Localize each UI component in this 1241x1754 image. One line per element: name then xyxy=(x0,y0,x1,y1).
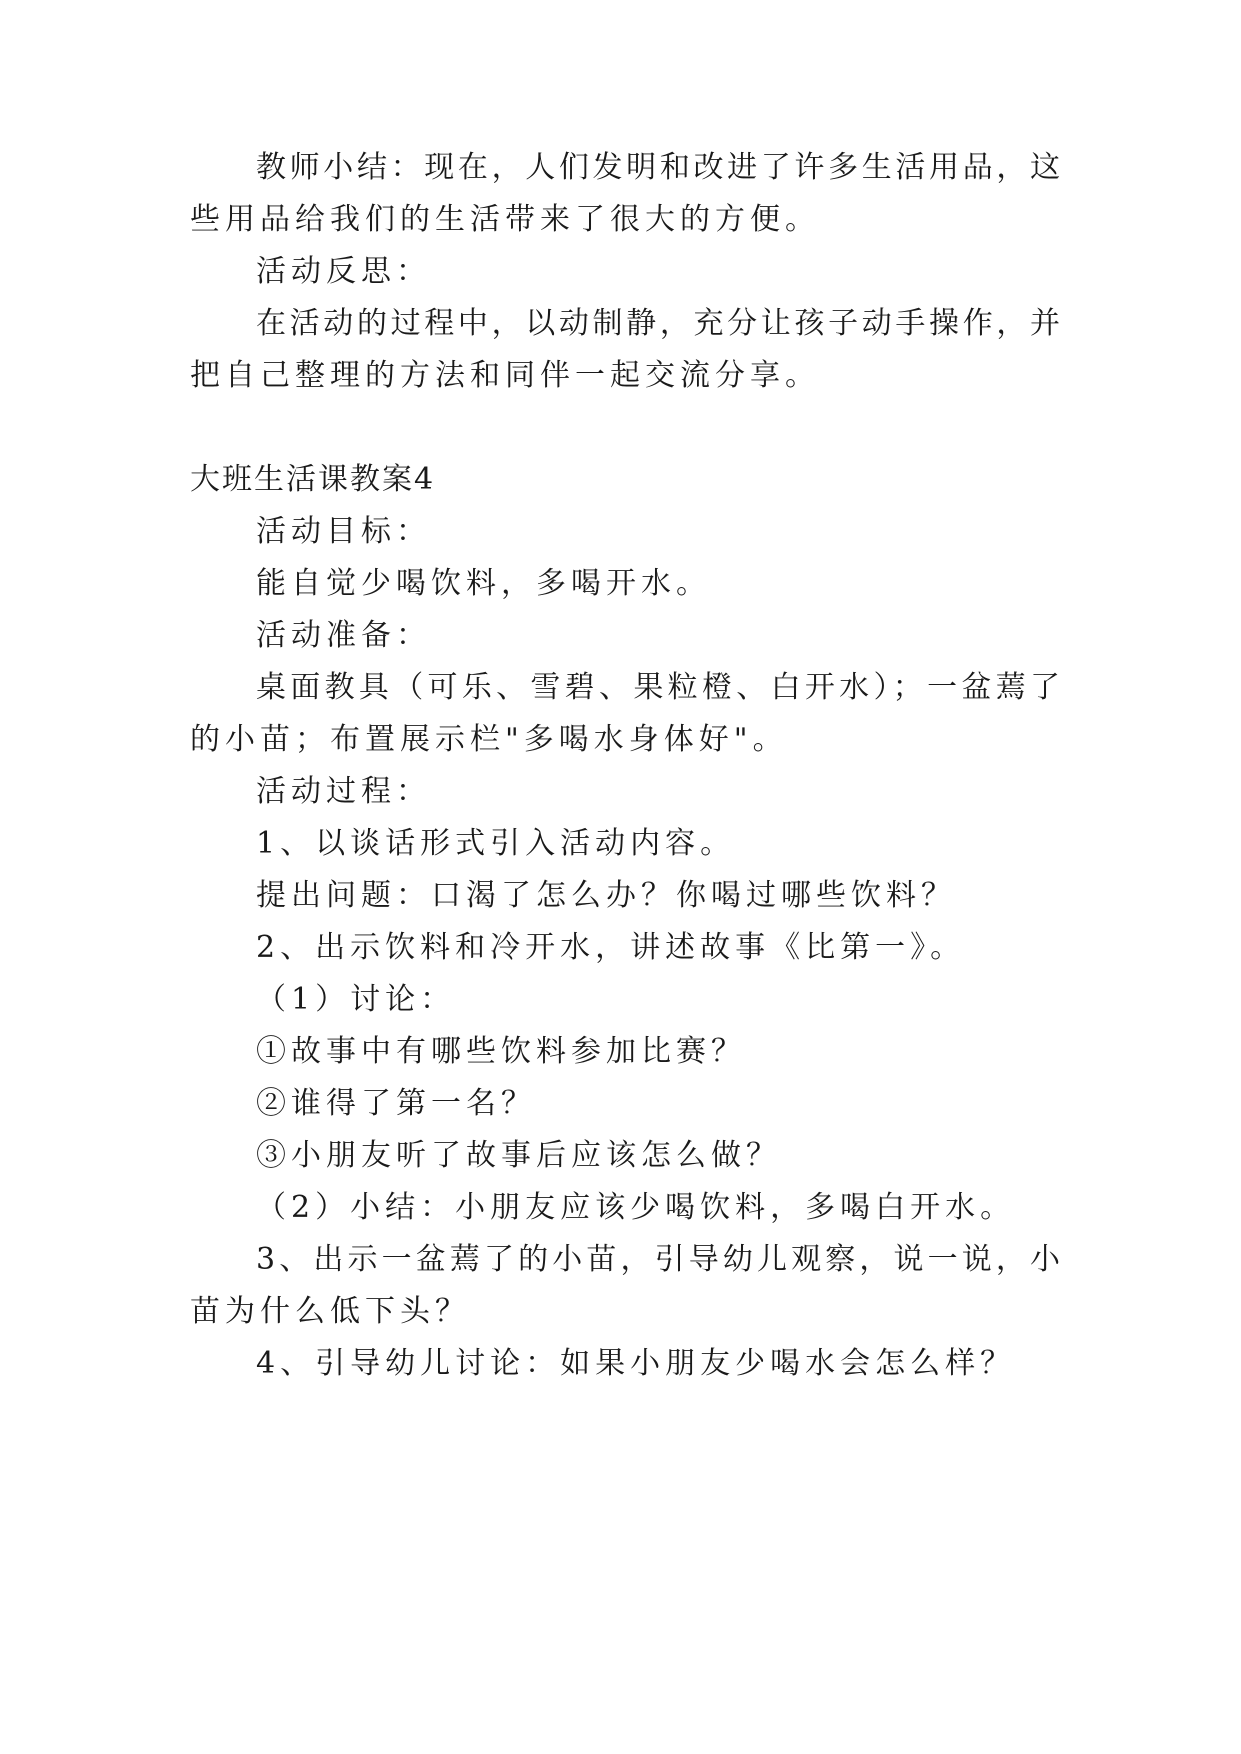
paragraph-line: 活动过程： xyxy=(256,774,431,809)
paragraph-line: ③小朋友听了故事后应该怎么做？ xyxy=(256,1138,781,1173)
paragraph-line: 在活动的过程中，以动制静，充分让孩子动手操作，并 xyxy=(256,306,1060,341)
paragraph-line: 3、出示一盆蔫了的小苗，引导幼儿观察，说一说，小 xyxy=(256,1242,1060,1277)
paragraph-line: 提出问题：口渴了怎么办？你喝过哪些饮料？ xyxy=(256,878,956,913)
paragraph-line: 些用品给我们的生活带来了很大的方便。 xyxy=(190,202,820,237)
paragraph-line: 活动准备： xyxy=(256,618,431,653)
paragraph-line: ①故事中有哪些饮料参加比赛？ xyxy=(256,1034,746,1069)
paragraph-line: 苗为什么低下头？ xyxy=(190,1294,470,1329)
paragraph-line: 的小苗；布置展示栏"多喝水身体好"。 xyxy=(190,722,788,757)
paragraph-line: 桌面教具（可乐、雪碧、果粒橙、白开水）；一盆蔫了 xyxy=(256,670,1060,705)
paragraph-line: 4、引导幼儿讨论：如果小朋友少喝水会怎么样？ xyxy=(256,1346,1016,1381)
paragraph-line: （1）讨论： xyxy=(256,982,456,1017)
paragraph-line: 2、出示饮料和冷开水，讲述故事《比第一》。 xyxy=(256,930,966,965)
paragraph-line: 活动反思： xyxy=(256,254,431,289)
paragraph-line: 教师小结：现在，人们发明和改进了许多生活用品，这 xyxy=(256,150,1060,185)
section-title: 大班生活课教案4 xyxy=(190,462,436,497)
paragraph-line: 把自己整理的方法和同伴一起交流分享。 xyxy=(190,358,820,393)
paragraph-line: （2）小结：小朋友应该少喝饮料，多喝白开水。 xyxy=(256,1190,1016,1225)
paragraph-line: 1、以谈话形式引入活动内容。 xyxy=(256,826,736,861)
paragraph-line: ②谁得了第一名？ xyxy=(256,1086,536,1121)
paragraph-line: 活动目标： xyxy=(256,514,431,549)
paragraph-line: 能自觉少喝饮料，多喝开水。 xyxy=(256,566,711,601)
